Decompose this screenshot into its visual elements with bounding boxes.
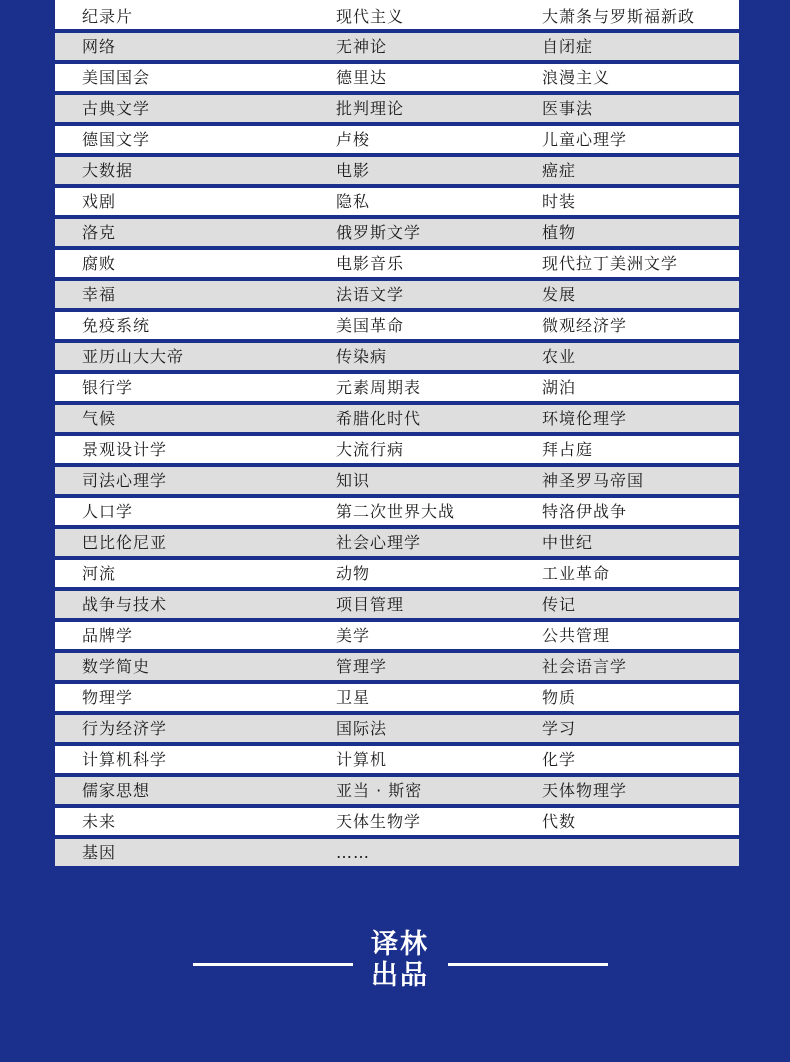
table-cell: 亚当 · 斯密 (336, 781, 423, 800)
table-cell: 浪漫主义 (542, 68, 611, 87)
table-cell: 社会语言学 (542, 657, 628, 676)
table-cell: 物质 (542, 688, 577, 707)
table-row (55, 808, 739, 835)
table-cell: 未来 (82, 812, 117, 831)
table-cell: 数学简史 (82, 657, 151, 676)
table-cell: 亚历山大大帝 (82, 347, 185, 366)
table-cell: 基因 (82, 843, 117, 862)
table-cell: 品牌学 (82, 626, 134, 645)
table-cell: 电影 (336, 161, 371, 180)
table-cell: 大萧条与罗斯福新政 (542, 7, 696, 26)
table-cell: 卫星 (336, 688, 371, 707)
table-cell: 卢梭 (336, 130, 371, 149)
publisher-mark-line2: 出品 (371, 960, 429, 991)
footer-left-rule (193, 963, 353, 966)
table-row (55, 715, 739, 742)
table-cell: 特洛伊战争 (542, 502, 628, 521)
table-cell: 法语文学 (336, 285, 405, 304)
table-cell: 德国文学 (82, 130, 151, 149)
table-row (55, 281, 739, 308)
table-row (55, 95, 739, 122)
footer-right-rule (448, 963, 608, 966)
table-cell: 气候 (82, 409, 117, 428)
table-cell: 腐败 (82, 254, 117, 273)
table-cell: 动物 (336, 564, 371, 583)
table-cell: 物理学 (82, 688, 134, 707)
table-cell: 巴比伦尼亚 (82, 533, 168, 552)
table-cell: 国际法 (336, 719, 388, 738)
table-cell: 美国革命 (336, 316, 405, 335)
table-cell: 隐私 (336, 192, 371, 211)
table-row (55, 746, 739, 773)
table-cell: 儒家思想 (82, 781, 151, 800)
table-cell: 医事法 (542, 99, 594, 118)
table-cell: 儿童心理学 (542, 130, 628, 149)
table-row (55, 529, 739, 556)
table-cell: 元素周期表 (336, 378, 422, 397)
table-row (55, 436, 739, 463)
table-cell: 古典文学 (82, 99, 151, 118)
table-cell: 电影音乐 (336, 254, 405, 273)
table-cell: 河流 (82, 564, 117, 583)
publisher-mark-line1: 译林 (371, 929, 429, 960)
publisher-mark (368, 929, 432, 991)
table-cell: …… (336, 843, 370, 862)
table-cell: 自闭症 (542, 37, 594, 56)
table-cell: 洛克 (82, 223, 117, 242)
table-row (55, 405, 739, 432)
table-cell: 工业革命 (542, 564, 611, 583)
table-row (55, 188, 739, 215)
table-cell: 俄罗斯文学 (336, 223, 422, 242)
table-cell: 癌症 (542, 161, 577, 180)
table-row (55, 777, 739, 804)
table-row (55, 250, 739, 277)
table-cell: 纪录片 (82, 7, 134, 26)
table-cell: 人口学 (82, 502, 134, 521)
table-cell: 战争与技术 (82, 595, 168, 614)
table-cell: 景观设计学 (82, 440, 168, 459)
table-row (55, 312, 739, 339)
table-cell: 大数据 (82, 161, 134, 180)
table-row (55, 157, 739, 184)
table-row (55, 839, 739, 866)
table-cell: 德里达 (336, 68, 388, 87)
table-cell: 现代拉丁美洲文学 (542, 254, 679, 273)
table-cell: 时装 (542, 192, 577, 211)
publisher-footer (0, 925, 790, 1005)
table-cell: 免疫系统 (82, 316, 151, 335)
table-cell: 网络 (82, 37, 117, 56)
table-row (55, 498, 739, 525)
table-row (55, 467, 739, 494)
table-cell: 传记 (542, 595, 577, 614)
table-cell: 行为经济学 (82, 719, 168, 738)
table-cell: 无神论 (336, 37, 388, 56)
table-cell: 天体物理学 (542, 781, 628, 800)
table-row (55, 560, 739, 587)
table-cell: 银行学 (82, 378, 134, 397)
table-row (55, 64, 739, 91)
table-cell: 大流行病 (336, 440, 405, 459)
table-row (55, 653, 739, 680)
table-cell: 美学 (336, 626, 371, 645)
table-row (55, 0, 739, 29)
table-cell: 公共管理 (542, 626, 611, 645)
table-cell: 传染病 (336, 347, 388, 366)
table-cell: 湖泊 (542, 378, 577, 397)
table-cell: 中世纪 (542, 533, 594, 552)
table-cell: 化学 (542, 750, 577, 769)
table-cell: 批判理论 (336, 99, 405, 118)
table-cell: 拜占庭 (542, 440, 594, 459)
table-cell: 发展 (542, 285, 577, 304)
table-cell: 植物 (542, 223, 577, 242)
table-row (55, 33, 739, 60)
table-cell: 农业 (542, 347, 577, 366)
table-row (55, 343, 739, 370)
table-cell: 管理学 (336, 657, 388, 676)
table-cell: 美国国会 (82, 68, 151, 87)
table-row (55, 622, 739, 649)
table-row (55, 374, 739, 401)
table-cell: 微观经济学 (542, 316, 628, 335)
table-cell: 计算机科学 (82, 750, 168, 769)
table-cell: 知识 (336, 471, 371, 490)
table-cell: 第二次世界大战 (336, 502, 456, 521)
table-cell: 环境伦理学 (542, 409, 628, 428)
table-cell: 社会心理学 (336, 533, 422, 552)
table-cell: 戏剧 (82, 192, 117, 211)
table-cell: 学习 (542, 719, 577, 738)
table-cell: 天体生物学 (336, 812, 422, 831)
table-row (55, 219, 739, 246)
table-cell: 现代主义 (336, 7, 405, 26)
table-cell: 计算机 (336, 750, 388, 769)
table-cell: 司法心理学 (82, 471, 168, 490)
table-cell: 幸福 (82, 285, 117, 304)
table-row (55, 684, 739, 711)
table-row (55, 591, 739, 618)
table-cell: 希腊化时代 (336, 409, 422, 428)
book-list-table (55, 0, 739, 870)
table-cell: 神圣罗马帝国 (542, 471, 645, 490)
table-cell: 代数 (542, 812, 577, 831)
table-row (55, 126, 739, 153)
table-cell: 项目管理 (336, 595, 405, 614)
